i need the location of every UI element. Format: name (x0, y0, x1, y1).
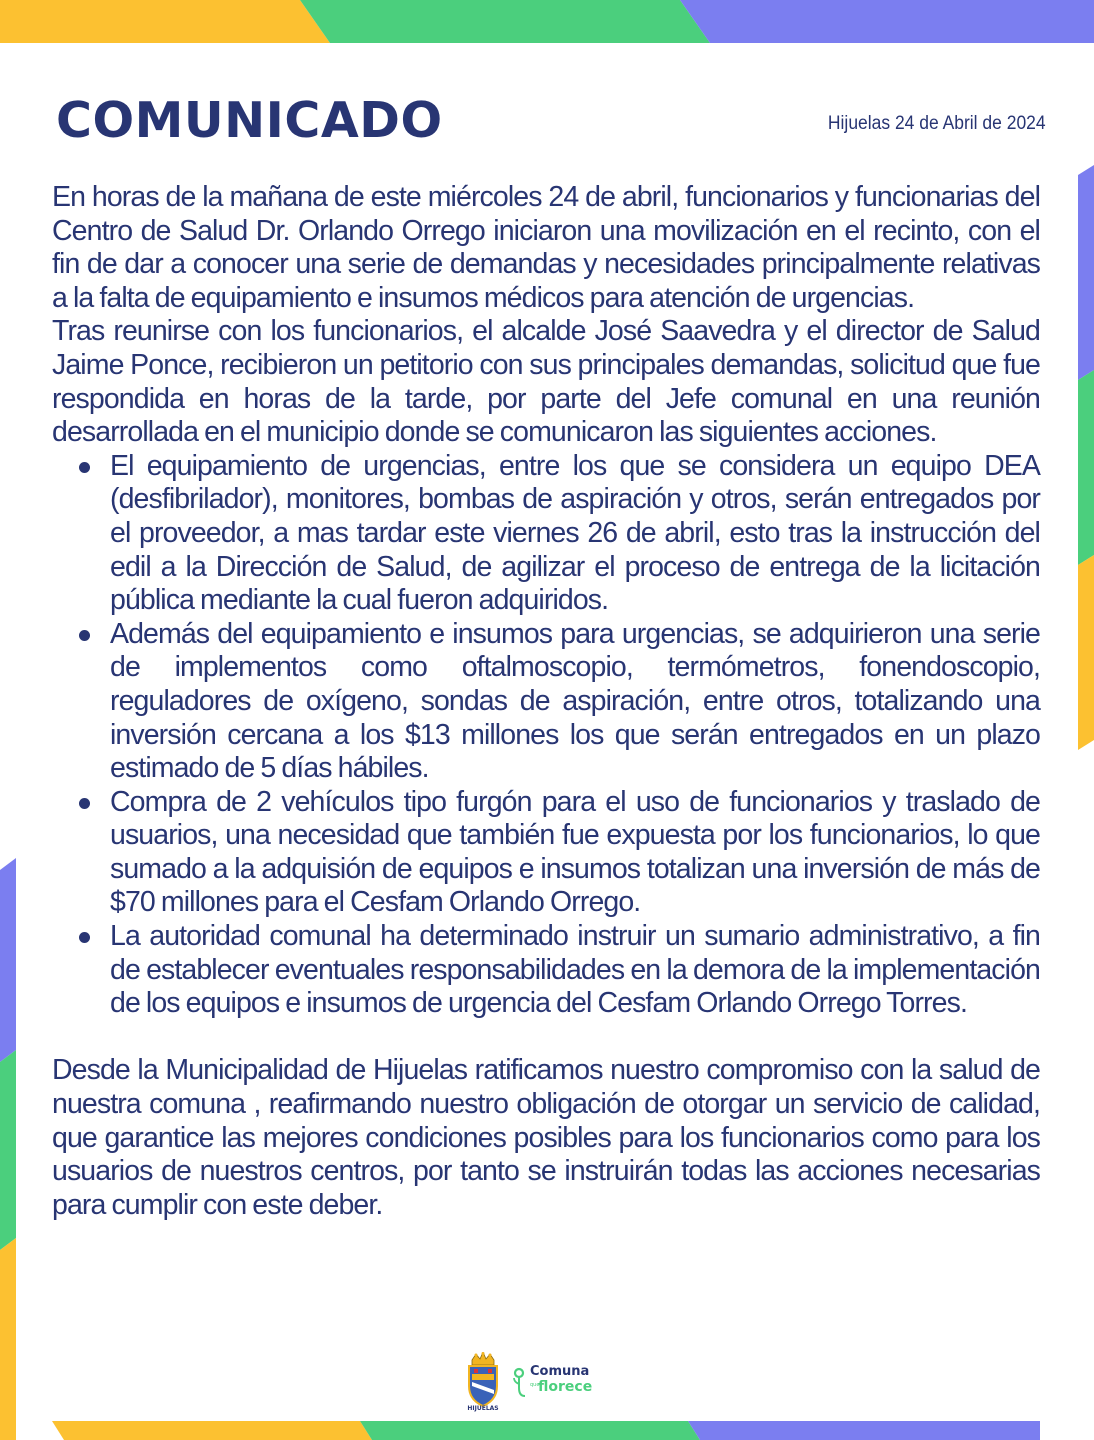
intro-paragraph: En horas de la mañana de este miércoles 24 de abril, funcionarios y funcionarias del Centro de Salud Dr. Orlando Orrego iniciaron una movilización en el recinto, con el fin de dar a conocer una serie de demandas y necesidades principalmente relativas a la falta de equipamiento e insumos médicos para atención de urgencias. (52, 181, 1040, 314)
sprout-icon (512, 1366, 530, 1400)
actions-list (52, 450, 1040, 1021)
document-body (52, 181, 1040, 1222)
spacer (52, 1021, 1040, 1055)
document-date: Hijuelas 24 de Abril de 2024 (828, 113, 1046, 134)
page-title: COMUNICADO (56, 92, 443, 149)
brand-small-word: que (530, 1382, 540, 1388)
left-band-purple (0, 858, 16, 1062)
list-item: Compra de 2 vehículos tipo furgón para el uso de funcionarios y traslado de usuarios, una necesidad que también fue expuesta por los funcionarios, lo que sumado a la adquisión de equipos e insumos totalizan una inversión de más de $70 millones para el Cesfam Orlando Orrego. (110, 785, 1040, 919)
bottom-band-yellow (52, 1421, 372, 1440)
footer-logos (462, 1348, 612, 1414)
list-item: El equipamiento de urgencias, entre los que se considera un equipo DEA (desfibrilador), monitores, bombas de aspiración y otros, serán entregados por el proveedor, a mas tardar este viernes 26 de abril, esto tras la instrucción del edil a la Dirección de Salud, de agilizar el proceso de entrega de la licitación pública mediante la cual fueron adquiridos. (110, 449, 1040, 617)
bottom-band-purple (688, 1421, 1040, 1440)
left-band-yellow (0, 1238, 16, 1440)
brand-line-1: Comuna (530, 1364, 590, 1379)
top-band-purple (680, 0, 1094, 43)
left-band-green (0, 1050, 16, 1250)
crest-label: HIJUELAS (467, 1405, 499, 1412)
right-band-yellow (1078, 555, 1094, 750)
municipal-crest-icon (466, 1352, 500, 1408)
top-band-green (300, 0, 710, 43)
comuna-florece-logo (512, 1364, 612, 1404)
right-band-green (1078, 370, 1094, 565)
right-band-purple (1078, 165, 1094, 380)
list-item: Además del equipamiento e insumos para urgencias, se adquirieron una serie de implementos como oftalmoscopio, termómetros, fonendoscopio, reguladores de oxígeno, sondas de aspiración, entre otros, totalizando una inversión cercana a los $13 millones los que serán entregados en un plazo estimado de 5 días hábiles. (110, 617, 1040, 785)
list-item: La autoridad comunal ha determinado instruir un sumario administrativo, a fin de establecer eventuales responsabilidades en la demora de la implementación de los equipos e insumos de urgencia del Cesfam Orlando Orrego Torres. (110, 920, 1040, 1020)
brand-line-2: florece (538, 1379, 593, 1395)
meeting-paragraph: Tras reunirse con los funcionarios, el alcalde José Saavedra y el director de Salud Jaime Ponce, recibieron un petitorio con sus principales demandas, solicitud que fue respondida en horas de la tarde, por parte del Jefe comunal en una reunión desarrollada en el municipio donde se comunicaron las siguientes acciones. (52, 315, 1040, 449)
closing-paragraph: Desde la Municipalidad de Hijuelas ratificamos nuestro compromiso con la salud de nuestra comuna , reafirmando nuestro obligación de otorgar un servicio de calidad, que garantice las mejores condiciones posibles para los funcionarios como para los usuarios de nuestros centros, por tanto se instruirán todas las acciones necesarias para cumplir con este deber. (52, 1054, 1040, 1221)
top-band-yellow (0, 0, 330, 43)
bottom-band-green (360, 1421, 700, 1440)
